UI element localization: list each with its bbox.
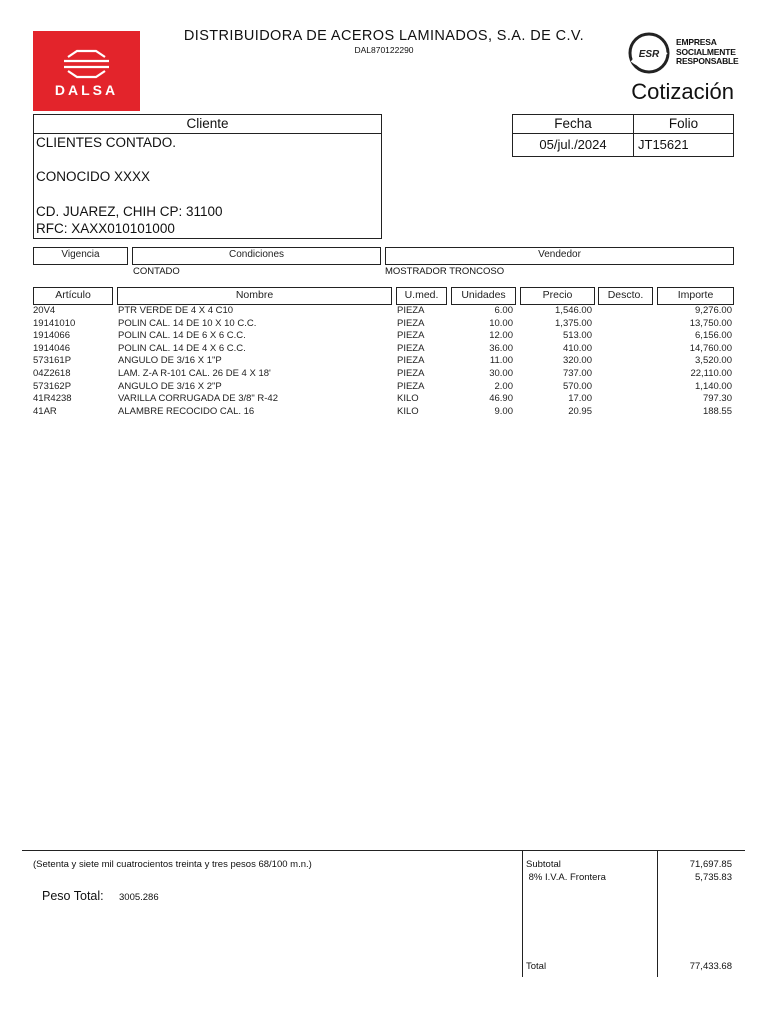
logo-text: DALSA xyxy=(54,82,119,98)
client-name: CLIENTES CONTADO. xyxy=(36,135,177,150)
cell-umed: PIEZA xyxy=(397,342,425,354)
cell-precio: 20.95 xyxy=(568,405,592,417)
iva-value: 5,735.83 xyxy=(695,872,732,883)
table-row xyxy=(0,355,768,368)
table-row xyxy=(0,381,768,394)
cell-umed: PIEZA xyxy=(397,305,425,316)
cell-articulo: 41R4238 xyxy=(33,393,72,405)
cell-umed: PIEZA xyxy=(397,380,425,392)
cell-umed: PIEZA xyxy=(397,355,425,367)
total-label: Total xyxy=(526,961,547,972)
cell-nombre: VARILLA CORRUGADA DE 3/8" R-42 xyxy=(118,393,279,405)
table-row xyxy=(0,318,768,331)
footer-rule xyxy=(22,850,745,851)
subtotal-label: Subtotal xyxy=(526,859,561,870)
cell-articulo: 1914066 xyxy=(33,330,70,342)
client-header: Cliente xyxy=(186,116,229,131)
cell-articulo: 1914046 xyxy=(33,342,70,354)
subtotal-value: 71,697.85 xyxy=(689,859,732,870)
cell-nombre: ANGULO DE 3/16 X 2"P xyxy=(118,380,222,392)
col-header-umed: U.med. xyxy=(396,287,447,305)
condiciones-value: CONTADO xyxy=(133,266,180,277)
folio-header: Folio xyxy=(668,116,699,131)
total-value: 77,433.68 xyxy=(689,961,732,972)
table-row xyxy=(0,305,768,318)
cell-importe: 188.55 xyxy=(702,405,732,417)
cell-nombre: ANGULO DE 3/16 X 1"P xyxy=(118,355,222,367)
peso-total-value: 3005.286 xyxy=(119,892,159,903)
cell-precio: 737.00 xyxy=(562,368,592,379)
cell-articulo: 20V4 xyxy=(33,305,56,316)
footer-divider-left xyxy=(522,850,523,977)
col-header-descto: Descto. xyxy=(598,287,653,305)
cell-articulo: 573162P xyxy=(33,380,72,392)
cell-unidades: 2.00 xyxy=(494,380,513,392)
cell-nombre: PTR VERDE DE 4 X 4 C10 xyxy=(118,305,234,316)
cell-importe: 22,110.00 xyxy=(690,368,732,379)
cell-umed: KILO xyxy=(397,405,419,417)
cell-precio: 570.00 xyxy=(562,380,592,392)
vigencia-header: Vigencia xyxy=(33,247,128,265)
cell-precio: 513.00 xyxy=(562,330,592,342)
table-row xyxy=(0,368,768,381)
cell-importe: 797.30 xyxy=(702,393,732,405)
cell-nombre: LAM. Z-A R-101 CAL. 26 DE 4 X 18' xyxy=(118,368,271,379)
cell-importe: 3,520.00 xyxy=(695,355,732,367)
col-header-nombre: Nombre xyxy=(117,287,392,305)
company-name: DISTRIBUIDORA DE ACEROS LAMINADOS, S.A. DE C.V. xyxy=(183,28,585,44)
dalsa-logo-mark xyxy=(33,31,140,111)
fecha-header: Fecha xyxy=(554,116,592,131)
cell-precio: 1,546.00 xyxy=(555,305,592,316)
cell-unidades: 9.00 xyxy=(494,405,513,417)
esr-line-3: RESPONSABLE xyxy=(676,56,739,66)
cell-unidades: 46.90 xyxy=(489,393,513,405)
cell-importe: 6,156.00 xyxy=(695,330,732,342)
cell-umed: PIEZA xyxy=(397,317,425,329)
cell-precio: 320.00 xyxy=(562,355,592,367)
esr-seal-icon xyxy=(626,30,672,76)
cell-articulo: 04Z2618 xyxy=(33,368,71,379)
footer-divider-right xyxy=(657,850,658,977)
cell-importe: 9,276.00 xyxy=(695,305,732,316)
cell-precio: 410.00 xyxy=(562,342,592,354)
cell-umed: PIEZA xyxy=(397,330,425,342)
vendedor-value: MOSTRADOR TRONCOSO xyxy=(385,266,505,277)
cell-nombre: POLIN CAL. 14 DE 6 X 6 C.C. xyxy=(118,330,246,342)
vendedor-header: Vendedor xyxy=(385,247,734,265)
cell-importe: 14,760.00 xyxy=(689,342,732,354)
esr-mark-text: ESR xyxy=(638,49,660,60)
cell-unidades: 6.00 xyxy=(494,305,513,316)
col-header-precio: Precio xyxy=(520,287,595,305)
folio-value: JT15621 xyxy=(638,137,689,152)
esr-line-1: EMPRESA xyxy=(676,37,717,47)
table-row xyxy=(0,406,768,419)
col-header-importe: Importe xyxy=(657,287,734,305)
client-rfc: RFC: XAXX010101000 xyxy=(36,221,175,236)
cell-nombre: POLIN CAL. 14 DE 4 X 6 C.C. xyxy=(118,342,246,354)
iva-label: 8% I.V.A. Frontera xyxy=(526,872,606,883)
amount-in-words: (Setenta y siete mil cuatrocientos treinta y tres pesos 68/100 m.n.) xyxy=(33,859,312,870)
table-row xyxy=(0,343,768,356)
cell-umed: KILO xyxy=(397,393,419,405)
cell-unidades: 36.00 xyxy=(489,342,513,354)
cell-articulo: 19141010 xyxy=(33,317,76,329)
cell-nombre: ALAMBRE RECOCIDO CAL. 16 xyxy=(118,405,255,417)
table-row xyxy=(0,393,768,406)
company-rfc: DAL870122290 xyxy=(354,45,414,55)
cell-unidades: 10.00 xyxy=(489,317,513,329)
client-address: CONOCIDO XXXX xyxy=(36,169,151,184)
esr-badge xyxy=(626,30,746,76)
fecha-value: 05/jul./2024 xyxy=(539,137,607,152)
cell-articulo: 573161P xyxy=(33,355,72,367)
cell-unidades: 30.00 xyxy=(489,368,513,379)
esr-line-2: SOCIALMENTE xyxy=(676,46,736,57)
cell-precio: 1,375.00 xyxy=(555,317,592,329)
client-city: CD. JUAREZ, CHIH CP: 31100 xyxy=(36,204,223,219)
condiciones-header: Condiciones xyxy=(132,247,381,265)
client-divider xyxy=(33,133,382,134)
doc-title: Cotización xyxy=(631,79,734,104)
cell-articulo: 41AR xyxy=(33,405,57,417)
cell-nombre: POLIN CAL. 14 DE 10 X 10 C.C. xyxy=(118,317,257,329)
col-header-unidades: Unidades xyxy=(451,287,516,305)
cell-precio: 17.00 xyxy=(568,393,592,405)
table-row xyxy=(0,330,768,343)
peso-total-label: Peso Total: xyxy=(42,889,104,903)
cell-unidades: 12.00 xyxy=(489,330,513,342)
cell-importe: 1,140.00 xyxy=(695,380,732,392)
dalsa-logo xyxy=(33,31,140,111)
cell-importe: 13,750.00 xyxy=(689,317,732,329)
col-header-articulo: Artículo xyxy=(33,287,113,305)
cell-unidades: 11.00 xyxy=(489,355,513,367)
cell-umed: PIEZA xyxy=(397,368,425,379)
